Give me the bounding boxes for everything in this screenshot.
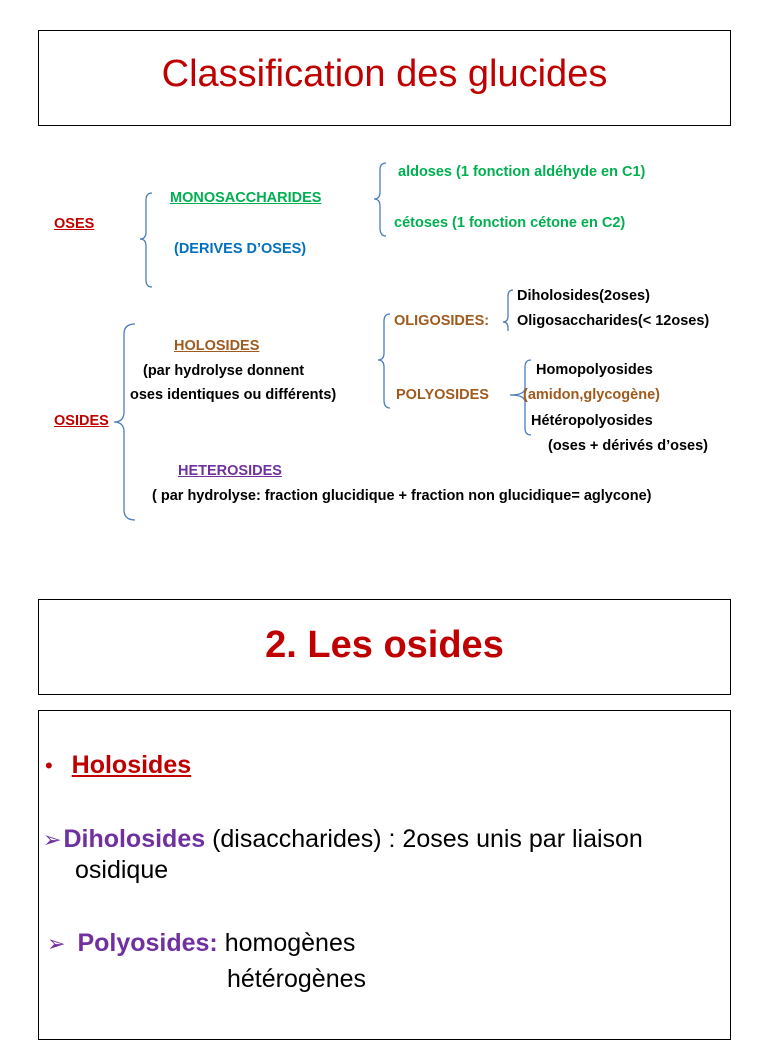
section-title: 2. Les osides [265,624,504,666]
polyosides-line [47,929,355,958]
holosides-description-line2: oses identiques ou différents) [130,387,337,403]
diholosides-item: Diholosides(2oses) [517,288,650,304]
holosides-heading: Holosides [71,751,192,779]
oses-brace [140,193,152,287]
homopolyosides-examples: (amidon,glycogène) [523,387,660,403]
aldoses-label: aldoses (1 fonction aldéhyde en C1) [398,164,646,180]
heteropolyosides-item: Hétéropolyosides [531,413,653,429]
derives-oses-label: (DERIVES D’OSES) [174,241,307,257]
bullet-dot-icon: • [45,753,53,778]
arrow-bullet-icon: ➢ [47,931,66,956]
osides-label: OSIDES [54,413,109,429]
diholosides-definition-line2: osidique [75,856,169,884]
page-title: Classification des glucides [161,53,608,95]
holosides-label: HOLOSIDES [174,338,260,354]
oses-label: OSES [54,216,95,232]
oligosaccharides-item: Oligosaccharides(< 12oses) [517,313,710,329]
polyosides-label: POLYOSIDES [396,387,489,403]
heterosides-label: HETEROSIDES [178,463,282,479]
polyosides-type-homogenes: homogènes [217,929,356,957]
monosaccharides-brace [374,163,386,236]
title-box-les-osides [38,599,731,695]
homopolyosides-item: Homopolyosides [536,362,653,378]
polyosides-term: Polyosides: [77,929,218,957]
heteropolyosides-examples: (oses + dérivés d’oses) [548,438,708,454]
heterosides-description: ( par hydrolyse: fraction glucidique + fraction non glucidique= aglycone) [152,488,652,504]
diholosides-term: Diholosides [63,825,206,853]
oligosides-brace [503,290,513,331]
holosides-brace [378,314,390,408]
oligosides-label: OLIGOSIDES: [394,313,490,329]
monosaccharides-label: MONOSACCHARIDES [170,190,322,206]
diholosides-definition: (disaccharides) : 2oses unis par liaison [205,825,643,853]
holosides-description-line1: (par hydrolyse donnent [143,363,305,379]
diholosides-line [43,825,643,854]
cetoses-label: cétoses (1 fonction cétone en C2) [394,215,626,231]
holosides-bullet [45,751,191,780]
osides-brace [114,324,135,520]
content-box [38,710,731,1040]
polyosides-type-heterogenes: hétérogènes [227,965,367,993]
arrow-bullet-icon: ➢ [43,827,62,852]
